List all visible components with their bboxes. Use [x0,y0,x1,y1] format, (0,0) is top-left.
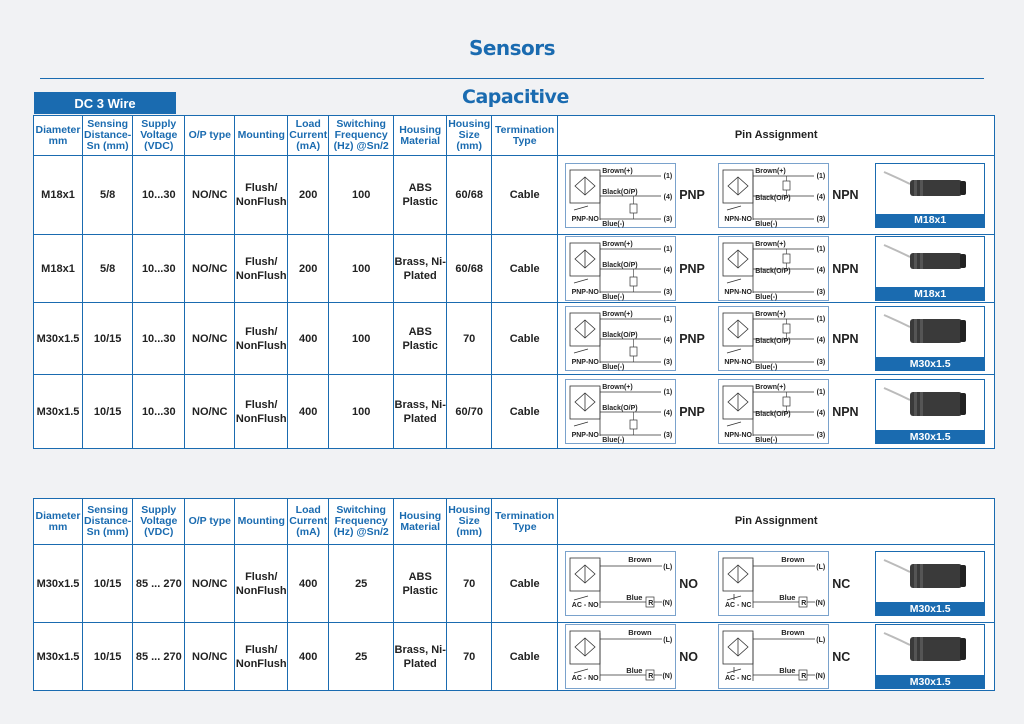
wire-brown-label: Brown(+) [602,241,633,248]
pin-4-label: (4) [816,267,826,274]
wiring-diagram-left [565,306,676,371]
wire-black-label: Black(O/P) [755,411,791,418]
diagram-label: NPN-NO [724,289,752,296]
output-type-left: PNP [679,404,705,419]
frequency-cell: 100 [329,156,394,235]
diameter-cell: M30x1.5 [34,545,83,623]
frequency-cell: 100 [329,303,394,375]
sensing-cell: 5/8 [83,156,133,235]
wire-black-label: Black(O/P) [602,405,638,412]
pin-4-label: (4) [663,337,673,344]
resistor-label: R [801,673,807,680]
wire-blue-label: Blue(-) [602,220,625,228]
col-supply: Supply Voltage (VDC) [133,116,185,156]
termination-cell: Cable [492,235,558,303]
supply-cell: 85 ... 270 [133,545,185,623]
pin-3-label: (3) [816,215,826,223]
sensor-photo [875,379,985,444]
sensor-photo-caption: M30x1.5 [876,675,984,688]
mounting-cell: Flush/ NonFlush [235,623,288,691]
sensor-photo [875,624,985,689]
wire-black-label: Black(O/P) [755,194,791,202]
size-cell: 70 [447,623,492,691]
material-cell: ABS Plastic [394,303,447,375]
pin-3-label: (3) [816,359,826,366]
pin-l-label: (L) [816,564,826,571]
col-load: Load Current (mA) [288,116,329,156]
col-termination: Termination Type [492,116,558,156]
pin-1-label: (1) [816,389,826,396]
pin-4-label: (4) [663,410,673,417]
wiring-diagram-right [718,551,829,616]
diameter-cell: M30x1.5 [34,623,83,691]
resistor-label: R [648,600,654,607]
sensing-cell: 10/15 [83,375,133,449]
diagram-label: PNP-NO [571,289,599,296]
col-switching: Switching Frequency (Hz) @Sn/2 [329,499,394,545]
dc-spec-table [33,115,995,449]
wiring-diagram-right [718,306,829,371]
mounting-cell: Flush/ NonFlush [235,303,288,375]
wiring-diagram-left [565,163,676,228]
frequency-cell: 100 [329,235,394,303]
output-type-right: NPN [832,188,859,202]
output-type-right: NC [832,576,851,591]
pin-1-label: (1) [663,389,673,396]
wire-brown-label: Brown(+) [755,167,786,175]
output-type-right: NC [832,649,851,664]
table-row [34,156,995,235]
termination-cell: Cable [492,623,558,691]
diagram-label: AC - NO [571,675,599,682]
diameter-cell: M18x1 [34,235,83,303]
wiring-diagram-left [565,236,676,301]
output-type-left: PNP [679,331,705,346]
table-header-row [34,499,995,545]
output-type-right: NPN [832,404,859,419]
material-cell: Brass, Ni-Plated [394,235,447,303]
sensor-photo [875,306,985,371]
sensor-photo [875,236,985,301]
sensing-cell: 5/8 [83,235,133,303]
pin-l-label: (L) [663,564,673,571]
supply-cell: 10...30 [133,156,185,235]
col-pin-assignment: Pin Assignment [558,499,995,545]
table-row [34,623,995,691]
wire-brown-label: Brown(+) [755,241,786,248]
col-housing-size: Housing Size (mm) [447,499,492,545]
ac-spec-table [33,498,995,691]
frequency-cell: 25 [329,545,394,623]
op-type-cell: NO/NC [185,235,235,303]
supply-cell: 10...30 [133,235,185,303]
material-cell: Brass, Ni-Plated [394,623,447,691]
wire-brown-label: Brown [781,555,805,564]
termination-cell: Cable [492,545,558,623]
wiring-diagram-right [718,236,829,301]
wire-blue-label: Blue(-) [602,364,625,371]
op-type-cell: NO/NC [185,375,235,449]
wiring-diagram-right [718,379,829,444]
wire-blue-label: Blue(-) [755,294,778,301]
supply-cell: 85 ... 270 [133,623,185,691]
pin-1-label: (1) [663,316,673,323]
wiring-diagram-left [565,551,676,616]
output-type-left: NO [679,649,698,664]
pin-assignment-cell [558,545,995,623]
col-termination: Termination Type [492,499,558,545]
diagram-label: AC - NO [571,602,599,609]
sensor-photo-caption: M18x1 [876,214,984,227]
load-cell: 200 [288,235,329,303]
load-cell: 400 [288,303,329,375]
col-sensing: Sensing Distance- Sn (mm) [83,116,133,156]
pin-n-label: (N) [662,600,673,607]
pin-assignment-cell [558,303,995,375]
wire-brown-label: Brown [628,555,652,564]
output-type-right: NPN [832,331,859,346]
col-sensing: Sensing Distance- Sn (mm) [83,499,133,545]
pin-3-label: (3) [663,432,673,439]
pin-assignment-cell [558,156,995,235]
pin-3-label: (3) [663,359,673,366]
resistor-label: R [648,673,654,680]
col-diameter: Diameter mm [34,116,83,156]
output-type-left: PNP [679,188,705,202]
pin-1-label: (1) [816,246,826,253]
pin-3-label: (3) [816,289,826,296]
wire-brown-label: Brown [628,628,652,637]
wire-black-label: Black(O/P) [602,188,638,196]
pin-4-label: (4) [816,193,826,201]
supply-cell: 10...30 [133,303,185,375]
termination-cell: Cable [492,156,558,235]
col-pin-assignment: Pin Assignment [558,116,995,156]
pin-4-label: (4) [663,267,673,274]
col-housing-material: Housing Material [394,499,447,545]
diagram-label: AC - NC [724,675,752,682]
wire-black-label: Black(O/P) [755,268,791,275]
op-type-cell: NO/NC [185,623,235,691]
wire-brown-label: Brown(+) [755,311,786,318]
pin-n-label: (N) [815,673,826,680]
wiring-diagram-right [718,624,829,689]
frequency-cell: 100 [329,375,394,449]
wire-blue-label: Blue(-) [755,437,778,444]
wire-blue-label: Blue [626,666,643,675]
termination-cell: Cable [492,303,558,375]
col-mounting: Mounting [235,499,288,545]
pin-l-label: (L) [663,637,673,644]
pin-l-label: (L) [816,637,826,644]
table-row [34,303,995,375]
resistor-label: R [801,600,807,607]
pin-1-label: (1) [816,172,826,180]
wire-black-label: Black(O/P) [602,332,638,339]
mounting-cell: Flush/ NonFlush [235,156,288,235]
pin-assignment-cell [558,623,995,691]
output-type-left: NO [679,576,698,591]
diagram-label: NPN-NO [724,359,752,366]
col-diameter: Diameter mm [34,499,83,545]
wire-blue-label: Blue [626,593,643,602]
sensor-photo [875,163,985,228]
table-header-row [34,116,995,156]
wire-blue-label: Blue [779,666,796,675]
col-housing-material: Housing Material [394,116,447,156]
diagram-label: PNP-NO [571,432,599,439]
diagram-label: AC - NC [724,602,752,609]
size-cell: 60/70 [447,375,492,449]
output-type-left: PNP [679,261,705,276]
wiring-diagram-right [718,163,829,228]
pin-1-label: (1) [663,246,673,253]
sensing-cell: 10/15 [83,545,133,623]
material-cell: ABS Plastic [394,156,447,235]
col-switching: Switching Frequency (Hz) @Sn/2 [329,116,394,156]
size-cell: 70 [447,545,492,623]
mounting-cell: Flush/ NonFlush [235,545,288,623]
diagram-label: PNP-NO [571,359,599,366]
wiring-diagram-left [565,624,676,689]
pin-1-label: (1) [663,172,673,180]
load-cell: 200 [288,156,329,235]
sensor-photo-caption: M30x1.5 [876,602,984,615]
load-cell: 400 [288,623,329,691]
wire-brown-label: Brown [781,628,805,637]
size-cell: 60/68 [447,156,492,235]
material-cell: Brass, Ni-Plated [394,375,447,449]
pin-n-label: (N) [815,600,826,607]
table-row [34,545,995,623]
diagram-label: NPN-NO [724,215,752,223]
col-housing-size: Housing Size (mm) [447,116,492,156]
section-title: Capacitive [462,86,569,108]
mounting-cell: Flush/ NonFlush [235,375,288,449]
frequency-cell: 25 [329,623,394,691]
diameter-cell: M30x1.5 [34,303,83,375]
supply-cell: 10...30 [133,375,185,449]
op-type-cell: NO/NC [185,545,235,623]
size-cell: 70 [447,303,492,375]
material-cell: ABS Plastic [394,545,447,623]
wiring-diagram-left [565,379,676,444]
wire-blue-label: Blue(-) [755,220,778,228]
size-cell: 60/68 [447,235,492,303]
sensor-photo-caption: M30x1.5 [876,357,984,370]
wire-blue-label: Blue(-) [755,364,778,371]
wire-black-label: Black(O/P) [755,338,791,345]
pin-4-label: (4) [816,410,826,417]
dc-3-wire-badge: DC 3 Wire [34,92,176,114]
sensor-photo-caption: M18x1 [876,287,984,300]
mounting-cell: Flush/ NonFlush [235,235,288,303]
pin-3-label: (3) [663,215,673,223]
wire-brown-label: Brown(+) [602,311,633,318]
pin-assignment-cell [558,235,995,303]
diameter-cell: M18x1 [34,156,83,235]
wire-brown-label: Brown(+) [602,384,633,391]
sensing-cell: 10/15 [83,303,133,375]
sensor-photo-caption: M30x1.5 [876,430,984,443]
load-cell: 400 [288,545,329,623]
pin-1-label: (1) [816,316,826,323]
sensor-photo [875,551,985,616]
pin-3-label: (3) [663,289,673,296]
wire-blue-label: Blue(-) [602,437,625,444]
pin-4-label: (4) [816,337,826,344]
termination-cell: Cable [492,375,558,449]
pin-n-label: (N) [662,673,673,680]
wire-brown-label: Brown(+) [755,384,786,391]
output-type-right: NPN [832,261,859,276]
col-mounting: Mounting [235,116,288,156]
wire-brown-label: Brown(+) [602,167,633,175]
wire-black-label: Black(O/P) [602,262,638,269]
pin-3-label: (3) [816,432,826,439]
col-load: Load Current (mA) [288,499,329,545]
diagram-label: NPN-NO [724,432,752,439]
col-op-type: O/P type [185,499,235,545]
diameter-cell: M30x1.5 [34,375,83,449]
table-row [34,375,995,449]
op-type-cell: NO/NC [185,303,235,375]
pin-assignment-cell [558,375,995,449]
wire-blue-label: Blue [779,593,796,602]
op-type-cell: NO/NC [185,156,235,235]
diagram-label: PNP-NO [571,215,599,223]
load-cell: 400 [288,375,329,449]
title-divider [40,78,984,79]
table-row [34,235,995,303]
col-op-type: O/P type [185,116,235,156]
page-title: Sensors [468,36,556,60]
wire-blue-label: Blue(-) [602,294,625,301]
pin-4-label: (4) [663,193,673,201]
sensing-cell: 10/15 [83,623,133,691]
col-supply: Supply Voltage (VDC) [133,499,185,545]
